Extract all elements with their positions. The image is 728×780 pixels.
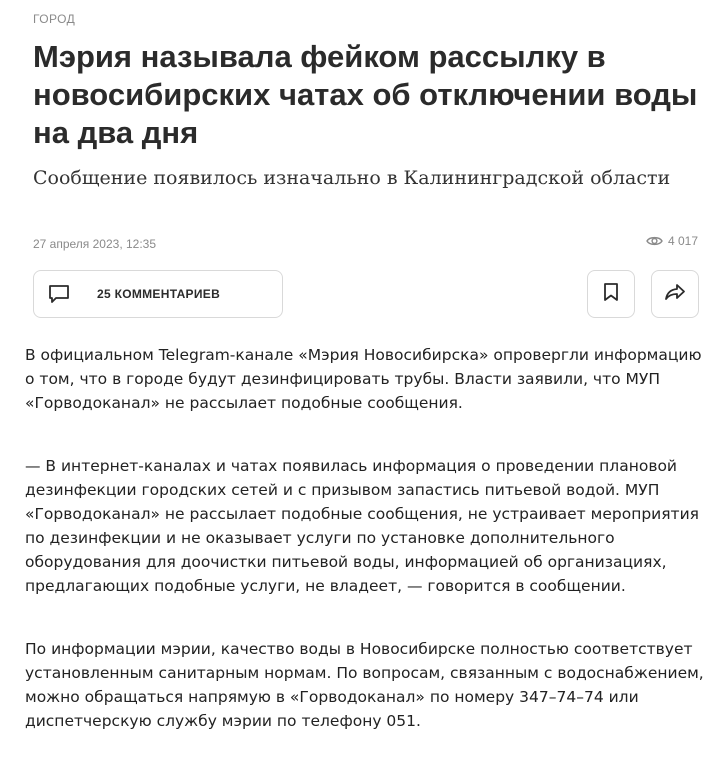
views-count: 4 017 — [667, 234, 698, 248]
eye-icon — [646, 235, 663, 247]
article-paragraph: В официальном Telegram-канале «Мэрия Новосибирска» опровергли информацию о том, что в городе будут дезинфицировать трубы. Власти заявили, что МУП «Горводоканал» не рассылает подобные сообщения. — [25, 346, 702, 412]
rubric-link[interactable]: ГОРОД — [33, 12, 76, 26]
article-paragraph: По информации мэрии, качество воды в Новосибирске полностью соответствует установленным санитарным нормам. По вопросам, связанным с водоснабжением, можно обращаться напрямую в «Горводоканал» по номеру 347–74–74 или диспетчерскую службу мэрии по телефону 051. — [25, 640, 704, 730]
bookmark-button[interactable] — [587, 270, 635, 318]
comments-button[interactable] — [33, 270, 283, 318]
views-counter — [646, 234, 698, 248]
article-body — [25, 343, 705, 772]
article-quote-paragraph: — В интернет-каналах и чатах появилась информация о проведении плановой дезинфекции городских сетей и с призывом запастись питьевой водой. МУП «Горводоканал» не рассылает подобные сообщения, не устраивает мероприятия по дезинфекции и не оказывает услуги по установке дополнительного оборудования для доочистки питьевой воды, информацией об организациях, предлагающих подобные услуги, не владеет, — говорится в сообщении. — [25, 457, 699, 595]
share-button[interactable] — [651, 270, 699, 318]
comments-label: 25 КОММЕНТАРИЕВ — [97, 287, 221, 301]
share-icon — [664, 283, 686, 306]
article-subtitle: Сообщение появилось изначально в Калининградской области — [33, 167, 671, 189]
publish-date: 27 апреля 2023, 12:35 — [33, 237, 157, 251]
bookmark-icon — [603, 282, 619, 307]
article-headline: Мэрия называла фейком рассылку в новосибирских чатах об отключении воды на два дня — [33, 39, 698, 150]
comment-icon — [47, 282, 71, 306]
